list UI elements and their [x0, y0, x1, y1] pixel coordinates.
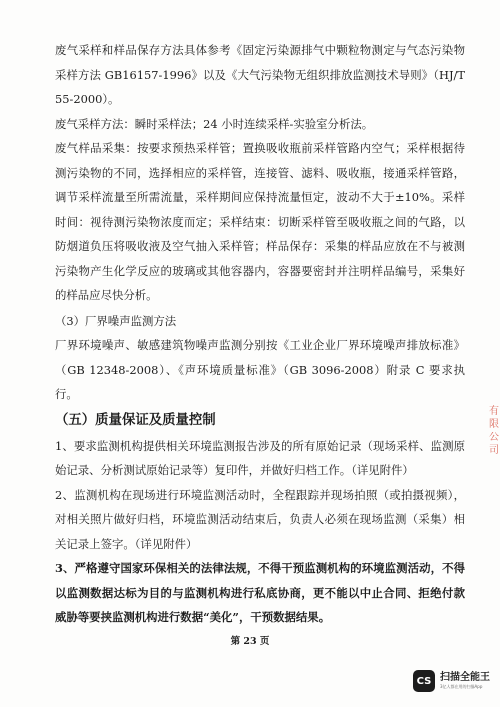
paragraph-sample-collection: 废气样品采集：按要求预热采样管；置换吸收瓶前采样管路内空气；采样根据待测污染物的不同，选择相应的采样管，连接管、滤料、吸收瓶，接通采样管路，调节采样流量至所需流量，采样期间应保持流量恒定，波动不大于±10%。采样时间：视待测污染物浓度而定；采样结束：切断采样管至吸收瓶之间的气路，以防烟道负压将吸收液及空气抽入采样管；样品保存：采集的样品应放在不与被测污染物产生化学反应的玻璃或其他容器内，容器要密封并注明样品编号，采集好的样品应尽快分析。 [55, 141, 465, 302]
paragraph-noise-method: 厂界环境噪声、敏感建筑物噪声监测分别按《工业企业厂界环境噪声排放标准》（GB 12348-2008）、《声环境质量标准》（GB 3096-2008）附录 C 要求执行。 [55, 338, 465, 401]
section-heading-quality: （五）质量保证及质量控制 [55, 412, 216, 428]
watermark-subtitle: 3亿人都在用的扫描App [440, 684, 483, 689]
list-item-2: 2、监测机构在现场进行环境监测活动时，全程跟踪并现场拍照（或拍摄视频），对相关照片做好归档，环境监测活动结束后，负责人必须在现场监测（采集）相关记录上签字。（详见附件） [55, 487, 465, 551]
page-number: 第 23 页 [230, 636, 270, 647]
list-item-1: 1、要求监测机构提供相关环境监测报告涉及的所有原始记录（现场采样、监测原始记录、分析测试原始记录等）复印件，并做好归档工作。（详见附件） [55, 438, 465, 477]
sub-heading-noise: （3）厂界噪声监测方法 [55, 313, 177, 328]
scanner-logo-icon: CS [413, 670, 435, 692]
watermark-name: 扫描全能王 [440, 672, 490, 683]
list-item-3: 3、严格遵守国家环保相关的法律法规，不得干预监测机构的环境监测活动，不得以监测数据达标为目的与监测机构进行私底协商，更不能以中止合同、拒绝付款威胁等要挟监测机构进行数据“美化”，干预数据结果。 [55, 561, 465, 624]
paragraph-sampling-method: 废气采样方法：瞬时采样法；24 小时连续采样-实验室分析法。 [55, 116, 374, 131]
scanner-watermark [413, 669, 490, 693]
seal-stamp: 有 限 公 司 [489, 406, 499, 456]
document-body [55, 38, 465, 630]
paragraph-sampling-reference: 废气采样和样品保存方法具体参考《固定污染源排气中颗粒物测定与气态污染物采样方法 GB16157-1996》以及《大气污染物无组织排放监测技术导则》（HJ/T 55-2000）。 [55, 43, 465, 106]
